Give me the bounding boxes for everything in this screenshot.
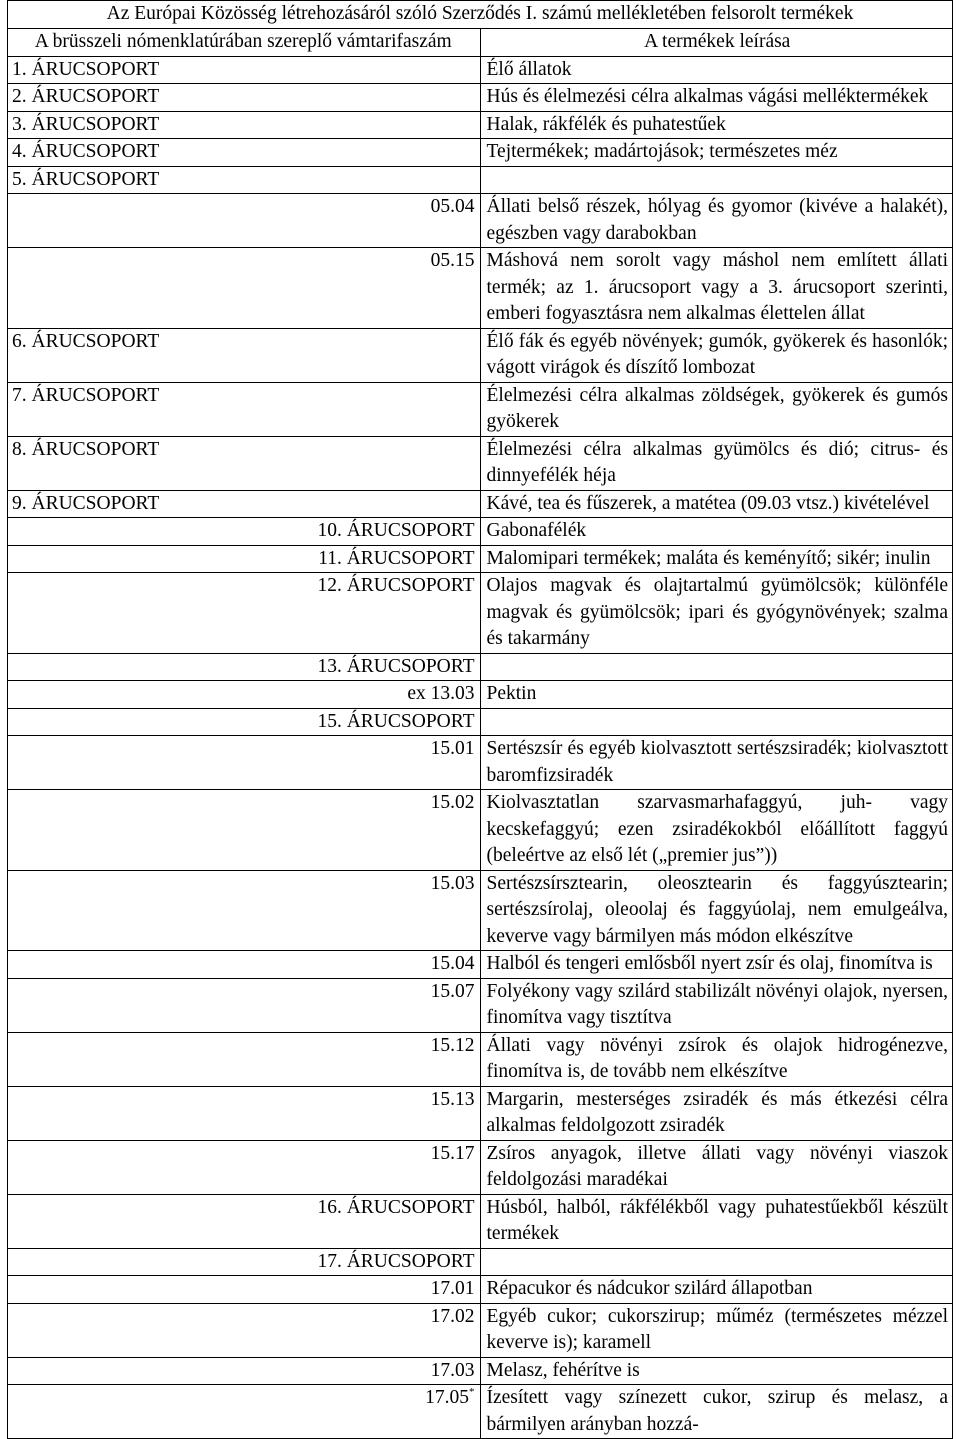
tariff-code (8, 790, 481, 871)
tariff-code-text: ex 13.03 (407, 683, 475, 704)
tariff-code (8, 951, 481, 979)
tariff-code (8, 708, 481, 736)
product-description: Sertészsír és egyéb kiolvasztott sertészsiradék; kiolvasztott baromfizsiradék (480, 736, 953, 790)
table-row (8, 139, 953, 167)
tariff-code-text: 10. ÁRUCSOPORT (317, 520, 475, 541)
tariff-code-text: 7. ÁRUCSOPORT (12, 384, 160, 406)
tariff-code-text: 15.01 (430, 738, 475, 759)
table-row (8, 328, 953, 382)
document (7, 0, 953, 1439)
product-description: Élelmezési célra alkalmas zöldségek, gyökerek és gumós gyökerek (480, 382, 953, 436)
tariff-code (8, 382, 481, 436)
tariff-code (8, 166, 481, 194)
tariff-code (8, 573, 481, 654)
table-row (8, 248, 953, 329)
tariff-code-text: 11. ÁRUCSOPORT (318, 547, 475, 569)
product-description: Tejtermékek; madártojások; természetes méz (480, 139, 953, 167)
tariff-code (8, 1248, 481, 1276)
table-row (8, 1385, 953, 1439)
tariff-code-text: 15.04 (430, 953, 475, 974)
product-description: Élelmezési célra alkalmas gyümölcs és dió; citrus- és dinnyefélék héja (480, 436, 953, 490)
tariff-code-text: 05.15 (430, 250, 475, 271)
product-description: Élő állatok (480, 56, 953, 84)
tariff-code (8, 436, 481, 490)
tariff-code-text: 15.12 (430, 1034, 475, 1056)
tariff-code (8, 1303, 481, 1357)
table-row (8, 1032, 953, 1086)
tariff-code-text: 3. ÁRUCSOPORT (12, 113, 160, 135)
tariff-code (8, 518, 481, 546)
table-row (8, 1357, 953, 1385)
table-row (8, 736, 953, 790)
table-row (8, 56, 953, 84)
tariff-code (8, 545, 481, 573)
table-row (8, 1248, 953, 1276)
product-description (480, 708, 953, 736)
product-description: Állati vagy növényi zsírok és olajok hidrogénezve, finomítva is, de tovább nem elkészítve (480, 1032, 953, 1086)
tariff-code (8, 328, 481, 382)
table-row (8, 870, 953, 951)
table-row (8, 545, 953, 573)
product-description (480, 653, 953, 681)
table-row (8, 1140, 953, 1194)
table-row (8, 518, 953, 546)
tariff-code-text: 16. ÁRUCSOPORT (317, 1196, 475, 1218)
table-row (8, 111, 953, 139)
tariff-code-text: 15.17 (430, 1142, 475, 1164)
product-description: Halból és tengeri emlősből nyert zsír és olaj, finomítva is (480, 951, 953, 979)
footnote-marker: * (469, 1386, 475, 1398)
table-row (8, 1086, 953, 1140)
table-row (8, 1276, 953, 1304)
table-row (8, 84, 953, 112)
product-description: Margarin, mesterséges zsiradék és más étkezési célra alkalmas feldolgozott zsiradék (480, 1086, 953, 1140)
tariff-code-text: 1. ÁRUCSOPORT (12, 58, 160, 80)
tariff-code (8, 653, 481, 681)
product-description: Kávé, tea és fűszerek, a matétea (09.03 vtsz.) kivételével (480, 490, 953, 518)
tariff-code (8, 978, 481, 1032)
product-description: Folyékony vagy szilárd stabilizált növényi olajok, nyersen, finomítva vagy tisztítva (480, 978, 953, 1032)
product-description: Állati belső részek, hólyag és gyomor (kivéve a halakét), egészben vagy darabokban (480, 194, 953, 248)
tariff-code-text: 15.02 (430, 792, 475, 813)
tariff-code-text: 4. ÁRUCSOPORT (12, 141, 160, 162)
tariff-code-text: 17.03 (430, 1359, 475, 1381)
tariff-code (8, 84, 481, 112)
table-row (8, 653, 953, 681)
tariff-code-text: 17.01 (430, 1278, 475, 1299)
table-row (8, 436, 953, 490)
tariff-code-text: 15.07 (430, 980, 475, 1002)
tariff-code (8, 111, 481, 139)
product-description: Élő fák és egyéb növények; gumók, gyökerek és hasonlók; vágott virágok és díszítő lombozat (480, 328, 953, 382)
tariff-code (8, 56, 481, 84)
table-title: Az Európai Közösség létrehozásáról szóló Szerződés I. számú mellékletében felsorolt termékek (8, 1, 953, 29)
tariff-code-text: 17.05 (425, 1387, 469, 1408)
table-row (8, 166, 953, 194)
product-description: Halak, rákfélék és puhatestűek (480, 111, 953, 139)
tariff-code-text: 6. ÁRUCSOPORT (12, 330, 160, 352)
tariff-code-text: 05.04 (430, 196, 475, 217)
tariff-code (8, 1385, 481, 1439)
tariff-code (8, 1032, 481, 1086)
tariff-code-text: 15.13 (430, 1088, 475, 1110)
tariff-code-text: 15. ÁRUCSOPORT (317, 710, 475, 732)
table-row (8, 194, 953, 248)
product-description: Répacukor és nádcukor szilárd állapotban (480, 1276, 953, 1304)
product-table (7, 0, 953, 1439)
tariff-code (8, 248, 481, 329)
product-description: Gabonafélék (480, 518, 953, 546)
tariff-code (8, 681, 481, 709)
table-row (8, 978, 953, 1032)
header-row (8, 29, 953, 57)
table-row (8, 490, 953, 518)
tariff-code-text: 12. ÁRUCSOPORT (317, 575, 475, 596)
description-column-header: A termékek leírása (480, 29, 953, 57)
table-row (8, 382, 953, 436)
product-description: Malomipari termékek; maláta és keményítő; sikér; inulin (480, 545, 953, 573)
product-description: Húsból, halból, rákfélékből vagy puhatestűekből készült termékek (480, 1194, 953, 1248)
product-description: Sertészsírsztearin, oleosztearin és faggyúsztearin; sertészsírolaj, oleoolaj és faggyúolaj, nem emulgeálva, keverve vagy bármilyen más módon elkészítve (480, 870, 953, 951)
tariff-code-text: 5. ÁRUCSOPORT (12, 168, 160, 190)
table-row (8, 573, 953, 654)
tariff-code-text: 8. ÁRUCSOPORT (12, 438, 160, 460)
table-row (8, 681, 953, 709)
tariff-code-text: 17. ÁRUCSOPORT (317, 1250, 475, 1272)
product-description (480, 166, 953, 194)
product-description: Zsíros anyagok, illetve állati vagy növényi viaszok feldolgozási maradékai (480, 1140, 953, 1194)
tariff-code-text: 17.02 (430, 1305, 475, 1327)
product-description (480, 1248, 953, 1276)
tariff-code-text: 13. ÁRUCSOPORT (317, 655, 475, 677)
code-column-header: A brüsszeli nómenklatúrában szereplő vámtarifaszám (8, 29, 481, 57)
product-description: Hús és élelmezési célra alkalmas vágási melléktermékek (480, 84, 953, 112)
product-description: Melasz, fehérítve is (480, 1357, 953, 1385)
tariff-code (8, 490, 481, 518)
title-row (8, 1, 953, 29)
product-description: Máshová nem sorolt vagy máshol nem említett állati termék; az 1. árucsoport vagy a 3. árucsoport szerinti, emberi fogyasztásra nem alkalmas élettelen állat (480, 248, 953, 329)
tariff-code (8, 1357, 481, 1385)
tariff-code (8, 1140, 481, 1194)
tariff-code (8, 194, 481, 248)
table-row (8, 1303, 953, 1357)
table-row (8, 1194, 953, 1248)
tariff-code (8, 1086, 481, 1140)
tariff-code (8, 736, 481, 790)
tariff-code (8, 139, 481, 167)
tariff-code (8, 1194, 481, 1248)
table-body (8, 56, 953, 1439)
table-row (8, 951, 953, 979)
tariff-code (8, 870, 481, 951)
tariff-code-text: 2. ÁRUCSOPORT (12, 86, 160, 107)
product-description: Olajos magvak és olajtartalmú gyümölcsök; különféle magvak és gyümölcsök; ipari és gyógynövények; szalma és takarmány (480, 573, 953, 654)
product-description: Ízesített vagy színezett cukor, szirup és melasz, a bármilyen arányban hozzá- (480, 1385, 953, 1439)
tariff-code-text: 9. ÁRUCSOPORT (12, 492, 160, 514)
table-row (8, 708, 953, 736)
product-description: Egyéb cukor; cukorszirup; műméz (természetes mézzel keverve is); karamell (480, 1303, 953, 1357)
tariff-code-text: 15.03 (430, 872, 475, 894)
table-row (8, 790, 953, 871)
tariff-code (8, 1276, 481, 1304)
product-description: Pektin (480, 681, 953, 709)
product-description: Kiolvasztatlan szarvasmarhafaggyú, juh- vagy kecskefaggyú; ezen zsiradékokból előállított faggyú (beleértve az első lét („premier jus”)) (480, 790, 953, 871)
